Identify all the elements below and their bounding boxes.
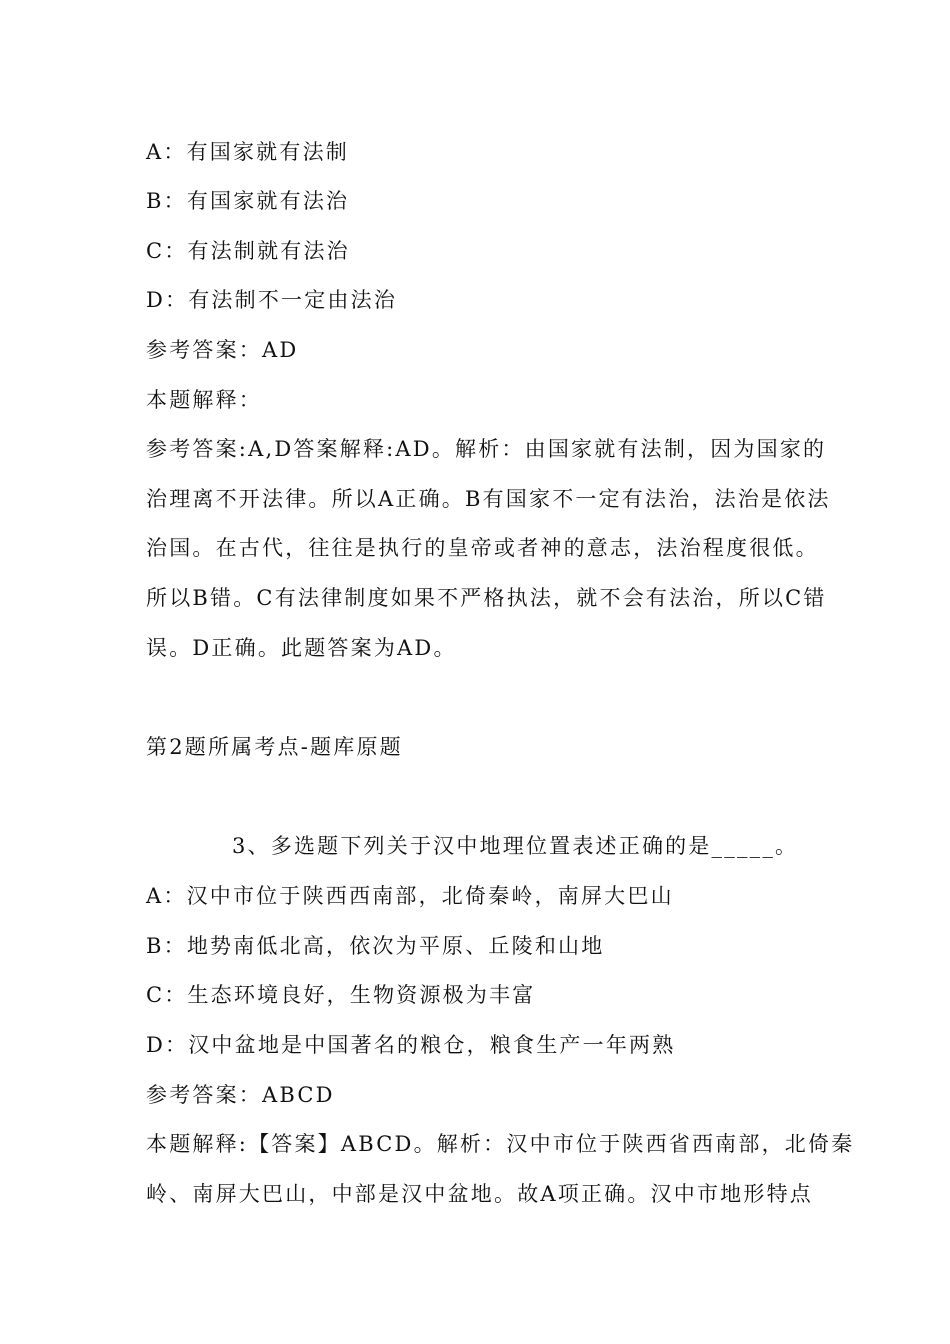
q1-explanation-line: 误。D正确。此题答案为AD。: [146, 636, 457, 660]
q2-section-heading: 第2题所属考点-题库原题: [146, 735, 403, 759]
q3-option-b: B：地势南低北高，依次为平原、丘陵和山地: [146, 934, 605, 958]
q1-answer: 参考答案：AD: [146, 338, 299, 362]
q1-option-c: C：有法制就有法治: [146, 239, 350, 263]
q3-explanation-line: 本题解释:【答案】ABCD。解析：汉中市位于陕西省西南部，北倚秦: [146, 1132, 855, 1156]
q3-option-d: D：汉中盆地是中国著名的粮仓，粮食生产一年两熟: [146, 1033, 676, 1057]
q1-option-d: D：有法制不一定由法治: [146, 288, 398, 312]
q1-explanation-line: 参考答案:A,D答案解释:AD。解析：由国家就有法制，因为国家的: [146, 437, 827, 461]
q3-question: 3、多选题下列关于汉中地理位置表述正确的是_____。: [232, 834, 799, 858]
q1-option-a: A：有国家就有法制: [146, 140, 349, 164]
q3-option-a: A：汉中市位于陕西西南部，北倚秦岭，南屏大巴山: [146, 884, 674, 908]
q3-option-c: C：生态环境良好，生物资源极为丰富: [146, 983, 536, 1007]
q1-option-b: B：有国家就有法治: [146, 189, 350, 213]
q1-explanation-line: 所以B错。C有法律制度如果不严格执法，就不会有法治，所以C错: [146, 586, 827, 610]
q1-explanation-line: 治国。在古代，往往是执行的皇帝或者神的意志，法治程度很低。: [146, 536, 819, 560]
q3-answer: 参考答案：ABCD: [146, 1083, 335, 1107]
q1-explain-label: 本题解释：: [146, 388, 262, 412]
q1-explanation-line: 治理离不开法律。所以A正确。B有国家不一定有法治，法治是依法: [146, 487, 831, 511]
q3-explanation-line: 岭、南屏大巴山，中部是汉中盆地。故A项正确。汉中市地形特点: [146, 1182, 813, 1206]
